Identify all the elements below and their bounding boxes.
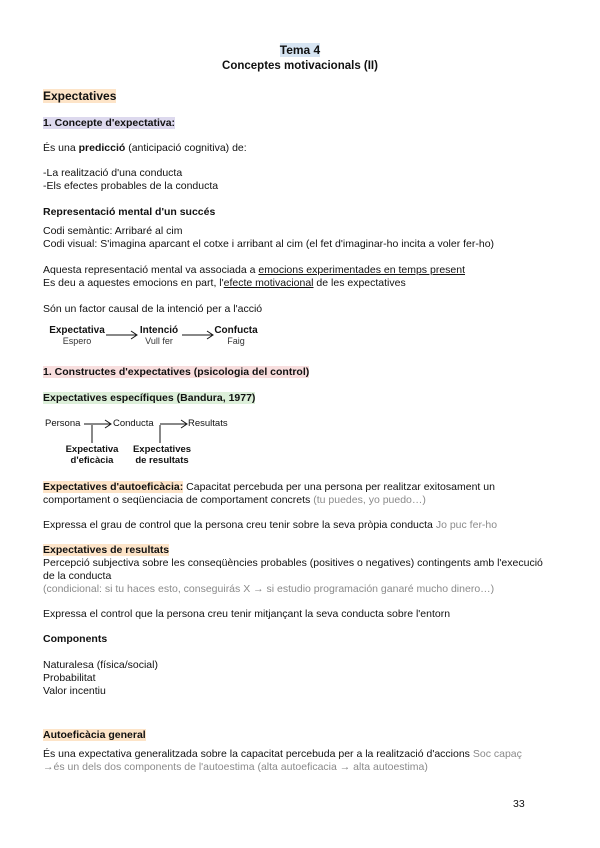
- resultats-control: Expressa el control que la persona creu tenir mitjançant la seva conducta sobre l'entorn: [43, 608, 451, 620]
- representacio-p2: Es deu a aquestes emocions en part, l'efecte motivacional de les expectatives: [43, 277, 406, 289]
- resultats-heading: Expectatives de resultats: [43, 544, 170, 556]
- components-heading: Components: [43, 633, 108, 645]
- flow-node-conducta: Confucta Faig: [214, 325, 258, 346]
- page-subtitle: Conceptes motivacionals (II): [222, 60, 378, 72]
- factor-causal: Són un factor causal de la intenció per a l'acció: [43, 303, 263, 315]
- connector-lines: [90, 425, 170, 445]
- concepte-intro: És una predicció (anticipació cognitiva) de:: [43, 142, 247, 154]
- resultats-text: Percepció subjectiva sobre les conseqüències probables (positives o negatives) contingents amb l'execució: [43, 557, 543, 569]
- component-item: Valor incentiu: [43, 685, 106, 697]
- expectatives-heading: Expectatives: [43, 89, 117, 103]
- concepte-heading: 1. Concepte d'expectativa:: [43, 117, 176, 129]
- autoeficacia-general-text: És una expectativa generalitzada sobre la capacitat percebuda per a la realització d'accions Soc capaç: [43, 748, 522, 760]
- component-item: Naturalesa (física/social): [43, 659, 158, 671]
- representacio-line: Codi visual: S'imagina aparcant el cotxe i arribant al cim (el fet d'imaginar-ho incita a voler fer-ho): [43, 238, 495, 250]
- autoeficacia-general-note: →és un dels dos components de l'autoestima (alta autoeficacia → alta autoestima): [43, 761, 428, 773]
- diagram-persona: Persona: [45, 418, 81, 429]
- resultats-text: de la conducta: [43, 570, 112, 582]
- autoeficacia-line1: Expectatives d'autoeficàcia: Capacitat percebuda per una persona per realitzar exitosament un: [43, 481, 495, 493]
- flow-node-expectativa: Expectativa Espero: [49, 325, 105, 346]
- representacio-p1: Aquesta representació mental va associada a emocions experimentades en temps present: [43, 264, 466, 276]
- diagram-conducta: Conducta: [113, 418, 154, 429]
- constructes-heading: 1. Constructes d'expectatives (psicologia del control): [43, 366, 310, 378]
- flow-node-intencio: Intenció Vull fer: [139, 325, 179, 346]
- especifiques-heading: Expectatives específiques (Bandura, 1977): [43, 392, 256, 404]
- representacio-line: Codi semàntic: Arribaré al cim: [43, 225, 183, 237]
- page-number: 33: [513, 798, 525, 810]
- resultats-example: (condicional: si tu haces esto, conseguirás X → si estudio programación ganaré mucho dinero…): [43, 583, 495, 595]
- autoeficacia-line2: comportament o seqüenciacia de comportament concrets (tu puedes, yo puedo…): [43, 494, 426, 506]
- concepte-item: -Els efectes probables de la conducta: [43, 180, 219, 192]
- label-expectativa-eficacia: Expectativa d'eficàcia: [65, 444, 119, 466]
- tema-title: Tema 4: [279, 43, 321, 57]
- diagram-resultats: Resultats: [188, 418, 228, 429]
- label-expectatives-resultats: Expectatives de resultats: [132, 444, 192, 466]
- autoeficacia-general-heading: Autoeficàcia general: [43, 729, 146, 741]
- component-item: Probabilitat: [43, 672, 96, 684]
- autoeficacia-control: Expressa el grau de control que la persona creu tenir sobre la seva pròpia conducta Jo puc fer-ho: [43, 519, 498, 531]
- representacio-heading: Representació mental d'un succés: [43, 206, 216, 218]
- concepte-item: -La realització d'una conducta: [43, 167, 183, 179]
